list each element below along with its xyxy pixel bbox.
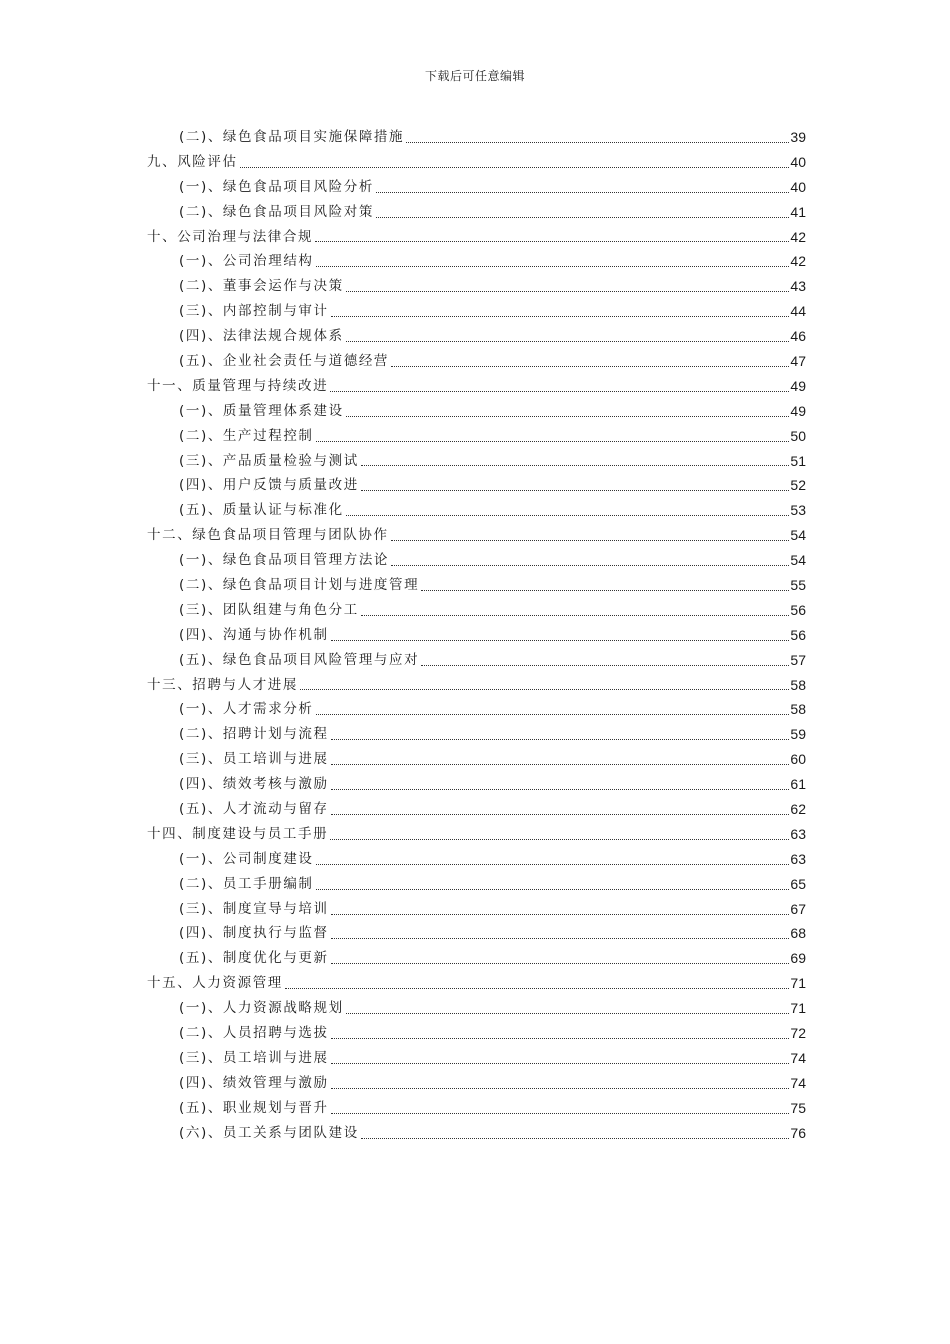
toc-section-entry[interactable] — [147, 1071, 806, 1096]
toc-page-number: 57 — [790, 651, 806, 668]
toc-page-number: 63 — [790, 825, 806, 842]
toc-section-entry[interactable] — [147, 922, 806, 947]
toc-entry-title: (四)、绩效考核与激励 — [179, 776, 329, 793]
toc-page-number: 46 — [790, 328, 806, 345]
toc-entry-title: (二)、绿色食品项目实施保障措施 — [179, 128, 405, 145]
toc-dot-leader — [331, 963, 790, 964]
toc-page-number: 52 — [790, 477, 806, 494]
toc-dot-leader — [330, 839, 789, 840]
toc-dot-leader — [391, 565, 789, 566]
toc-entry-title: (三)、员工培训与进展 — [179, 751, 329, 768]
toc-section-entry[interactable] — [147, 249, 806, 274]
toc-page-number: 65 — [790, 875, 806, 892]
toc-section-entry[interactable] — [147, 349, 806, 374]
toc-chapter-entry[interactable] — [147, 374, 806, 399]
toc-section-entry[interactable] — [147, 697, 806, 722]
toc-section-entry[interactable] — [147, 548, 806, 573]
toc-entry-title: (一)、人力资源战略规划 — [179, 1000, 344, 1017]
toc-dot-leader — [406, 142, 789, 143]
toc-chapter-entry[interactable] — [147, 971, 806, 996]
toc-section-entry[interactable] — [147, 1046, 806, 1071]
toc-page-number: 49 — [790, 377, 806, 394]
toc-dot-leader — [331, 789, 790, 790]
toc-entry-title: (二)、生产过程控制 — [179, 427, 314, 444]
toc-dot-leader — [331, 1063, 790, 1064]
toc-dot-leader — [331, 814, 790, 815]
toc-entry-title: (三)、制度宣导与培训 — [179, 900, 329, 917]
toc-page-number: 41 — [790, 203, 806, 220]
toc-entry-title: 十三、招聘与人才进展 — [147, 676, 298, 693]
toc-dot-leader — [376, 217, 789, 218]
toc-dot-leader — [361, 615, 790, 616]
toc-dot-leader — [361, 490, 790, 491]
toc-page-number: 44 — [790, 303, 806, 320]
toc-page-number: 67 — [790, 900, 806, 917]
toc-section-entry[interactable] — [147, 573, 806, 598]
toc-dot-leader — [331, 1038, 790, 1039]
toc-page-number: 62 — [790, 801, 806, 818]
toc-dot-leader — [316, 266, 790, 267]
toc-section-entry[interactable] — [147, 1021, 806, 1046]
toc-page-number: 74 — [790, 1074, 806, 1091]
toc-section-entry[interactable] — [147, 996, 806, 1021]
toc-section-entry[interactable] — [147, 498, 806, 523]
toc-page-number: 71 — [790, 1000, 806, 1017]
toc-entry-title: (四)、用户反馈与质量改进 — [179, 477, 359, 494]
toc-dot-leader — [361, 465, 790, 466]
toc-page-number: 56 — [790, 601, 806, 618]
toc-page-number: 61 — [790, 776, 806, 793]
toc-entry-title: (一)、人才需求分析 — [179, 701, 314, 718]
toc-dot-leader — [421, 665, 789, 666]
toc-chapter-entry[interactable] — [147, 150, 806, 175]
toc-page-number: 63 — [790, 850, 806, 867]
toc-dot-leader — [361, 1138, 790, 1139]
toc-dot-leader — [391, 540, 790, 541]
toc-entry-title: 十二、绿色食品项目管理与团队协作 — [147, 527, 389, 544]
toc-entry-title: (二)、员工手册编制 — [179, 875, 314, 892]
toc-section-entry[interactable] — [147, 897, 806, 922]
toc-section-entry[interactable] — [147, 797, 806, 822]
toc-dot-leader — [391, 366, 789, 367]
toc-dot-leader — [331, 764, 790, 765]
toc-dot-leader — [240, 167, 790, 168]
toc-page-number: 50 — [790, 427, 806, 444]
toc-page-number: 39 — [790, 128, 806, 145]
toc-entry-title: (三)、员工培训与进展 — [179, 1049, 329, 1066]
page-header: 下载后可任意编辑 — [424, 69, 525, 83]
toc-dot-leader — [330, 391, 789, 392]
toc-dot-leader — [331, 739, 790, 740]
toc-entry-title: (六)、员工关系与团队建设 — [179, 1124, 359, 1141]
toc-entry-title: 十、公司治理与法律合规 — [147, 228, 314, 245]
toc-entry-title: (五)、人才流动与留存 — [179, 801, 329, 818]
toc-page-number: 75 — [790, 1099, 806, 1116]
toc-entry-title: (三)、内部控制与审计 — [179, 303, 329, 320]
toc-section-entry[interactable] — [147, 722, 806, 747]
toc-section-entry[interactable] — [147, 623, 806, 648]
toc-page-number: 55 — [790, 577, 806, 594]
toc-entry-title: 十五、人力资源管理 — [147, 975, 283, 992]
toc-entry-title: (四)、沟通与协作机制 — [179, 626, 329, 643]
toc-section-entry[interactable] — [147, 299, 806, 324]
toc-section-entry[interactable] — [147, 1096, 806, 1121]
toc-page-number: 72 — [790, 1025, 806, 1042]
toc-section-entry[interactable] — [147, 399, 806, 424]
toc-page-number: 59 — [790, 726, 806, 743]
toc-entry-title: (五)、质量认证与标准化 — [179, 502, 344, 519]
toc-entry-title: (二)、董事会运作与决策 — [179, 278, 344, 295]
toc-section-entry[interactable] — [147, 772, 806, 797]
toc-section-entry[interactable] — [147, 125, 806, 150]
toc-page-number: 60 — [790, 751, 806, 768]
toc-section-entry[interactable] — [147, 324, 806, 349]
toc-entry-title: (四)、制度执行与监督 — [179, 925, 329, 942]
toc-entry-title: (五)、企业社会责任与道德经营 — [179, 353, 390, 369]
toc-page-number: 53 — [790, 502, 806, 519]
toc-page-number: 54 — [790, 552, 806, 569]
toc-section-entry[interactable] — [147, 847, 806, 872]
toc-section-entry[interactable] — [147, 274, 806, 299]
toc-dot-leader — [331, 938, 790, 939]
toc-page-number: 76 — [790, 1124, 806, 1141]
toc-section-entry[interactable] — [147, 946, 806, 971]
toc-dot-leader — [300, 689, 789, 690]
toc-entry-title: (五)、制度优化与更新 — [179, 950, 329, 967]
toc-dot-leader — [331, 640, 790, 641]
toc-entry-title: (一)、公司制度建设 — [179, 850, 314, 867]
toc-page-number: 71 — [790, 975, 806, 992]
toc-section-entry[interactable] — [147, 598, 806, 623]
toc-section-entry[interactable] — [147, 872, 806, 897]
toc-chapter-entry[interactable] — [147, 523, 806, 548]
toc-entry-title: (二)、人员招聘与选拔 — [179, 1025, 329, 1042]
toc-page-number: 58 — [790, 676, 806, 693]
toc-section-entry[interactable] — [147, 648, 806, 673]
toc-section-entry[interactable] — [147, 449, 806, 474]
toc-entry-title: (四)、绩效管理与激励 — [179, 1074, 329, 1091]
toc-page-number: 74 — [790, 1049, 806, 1066]
toc-dot-leader — [316, 714, 790, 715]
toc-section-entry[interactable] — [147, 1121, 806, 1146]
toc-entry-title: (三)、产品质量检验与测试 — [179, 452, 359, 469]
toc-page-number: 43 — [790, 278, 806, 295]
toc-entry-title: (三)、团队组建与角色分工 — [179, 601, 359, 618]
toc-page-number: 42 — [790, 228, 806, 245]
toc-page-number: 68 — [790, 925, 806, 942]
toc-dot-leader — [421, 590, 789, 591]
toc-entry-title: (五)、职业规划与晋升 — [179, 1099, 329, 1116]
toc-dot-leader — [315, 241, 789, 242]
table-of-contents — [147, 125, 806, 1146]
toc-page-number: 42 — [790, 253, 806, 270]
toc-entry-title: (二)、绿色食品项目计划与进度管理 — [179, 577, 420, 594]
toc-entry-title: (一)、绿色食品项目管理方法论 — [179, 552, 390, 569]
toc-section-entry[interactable] — [147, 175, 806, 200]
toc-entry-title: (一)、绿色食品项目风险分析 — [179, 178, 374, 195]
toc-section-entry[interactable] — [147, 424, 806, 449]
toc-dot-leader — [331, 1113, 790, 1114]
toc-entry-title: 十四、制度建设与员工手册 — [147, 825, 329, 842]
toc-page-number: 58 — [790, 701, 806, 718]
toc-dot-leader — [316, 864, 790, 865]
toc-page-number: 49 — [790, 402, 806, 419]
toc-dot-leader — [331, 316, 790, 317]
toc-dot-leader — [316, 441, 790, 442]
toc-chapter-entry[interactable] — [147, 673, 806, 698]
toc-dot-leader — [316, 889, 790, 890]
toc-entry-title: 十一、质量管理与持续改进 — [147, 377, 329, 394]
toc-dot-leader — [285, 988, 790, 989]
toc-page-number: 51 — [790, 452, 806, 469]
toc-dot-leader — [346, 515, 790, 516]
toc-dot-leader — [346, 1013, 790, 1014]
toc-entry-title: (四)、法律法规合规体系 — [179, 328, 344, 345]
toc-entry-title: (二)、招聘计划与流程 — [179, 726, 329, 743]
toc-page-number: 54 — [790, 527, 806, 544]
toc-dot-leader — [346, 341, 790, 342]
toc-dot-leader — [346, 291, 790, 292]
toc-section-entry[interactable] — [147, 747, 806, 772]
toc-entry-title: 九、风险评估 — [147, 153, 238, 170]
toc-dot-leader — [346, 416, 790, 417]
toc-page-number: 69 — [790, 950, 806, 967]
toc-chapter-entry[interactable] — [147, 225, 806, 250]
toc-dot-leader — [331, 914, 790, 915]
toc-entry-title: (一)、公司治理结构 — [179, 253, 314, 270]
toc-entry-title: (五)、绿色食品项目风险管理与应对 — [179, 651, 420, 668]
toc-dot-leader — [331, 1088, 790, 1089]
toc-page-number: 40 — [790, 178, 806, 195]
toc-page-number: 47 — [790, 353, 806, 369]
toc-entry-title: (一)、质量管理体系建设 — [179, 402, 344, 419]
toc-entry-title: (二)、绿色食品项目风险对策 — [179, 203, 374, 220]
toc-dot-leader — [376, 192, 789, 193]
toc-page-number: 56 — [790, 626, 806, 643]
toc-section-entry[interactable] — [147, 473, 806, 498]
toc-page-number: 40 — [790, 153, 806, 170]
toc-chapter-entry[interactable] — [147, 822, 806, 847]
toc-section-entry[interactable] — [147, 200, 806, 225]
